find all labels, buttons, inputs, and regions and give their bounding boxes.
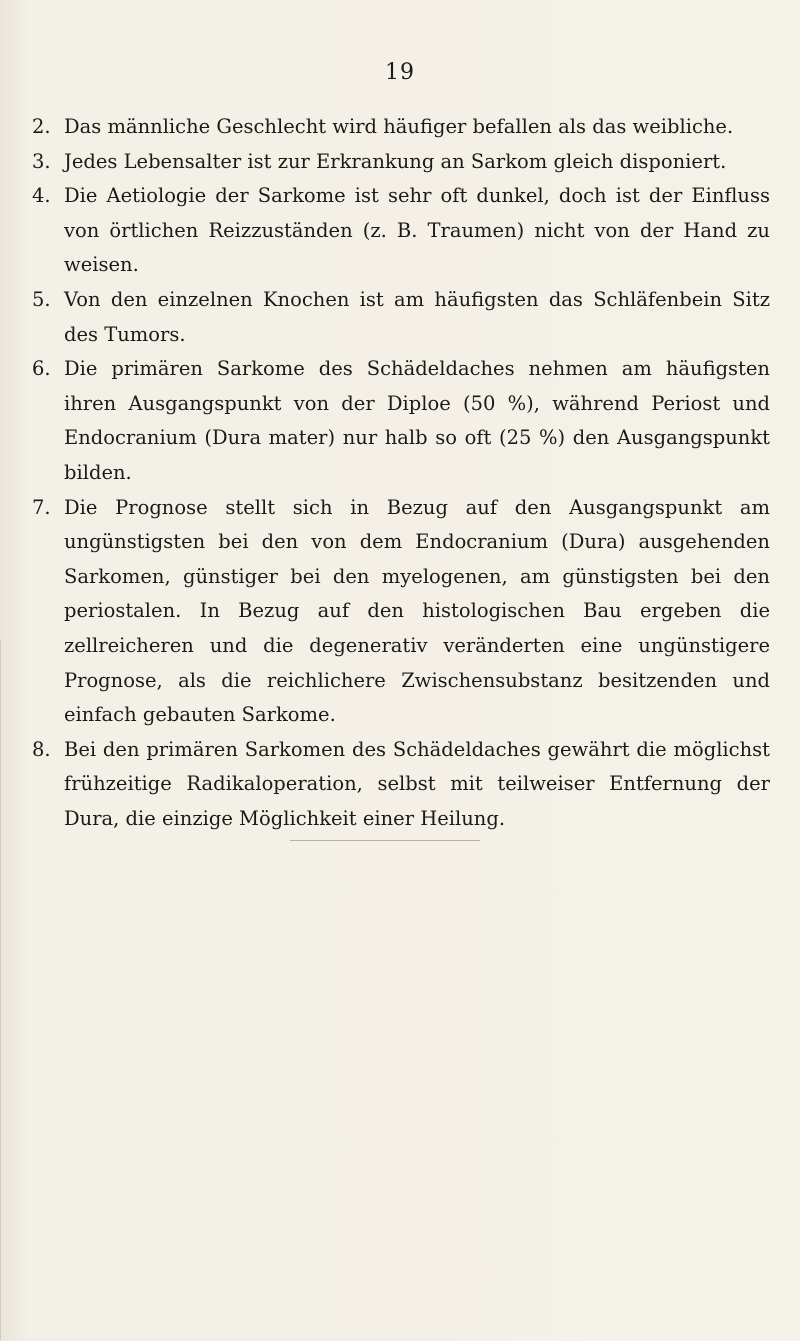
item-number: 3. [32,149,51,173]
item-number: 5. [32,287,51,311]
list-item [32,733,770,837]
item-number: 6. [32,357,51,381]
item-text: Das männliche Geschlecht wird häufiger befallen als das weibliche. [64,115,734,138]
item-text: Die Prognose stellt sich in Bezug auf den Ausgangspunkt am ungünstigsten bei den von dem Endocranium (Dura) ausgehenden Sarkomen, günstiger bei den myelogenen, am günstigsten bei den periostalen. In Bezug auf den histologischen Bau ergeben die zellreicheren und die degenerativ veränderten eine ungünstigere Prognose, als die reichlichere Zwischensubstanz besitzenden und einfach gebauten Sarkome. [64,495,770,727]
list-item [32,179,770,283]
page-number: 19 [385,60,415,85]
closing-rule [290,840,480,841]
item-text: Bei den primären Sarkomen des Schädeldaches gewährt die möglichst frühzeitige Radikaloperation, selbst mit teilweiser Entfernung der Dura, die einzige Möglichkeit einer Heilung. [64,737,770,830]
item-number: 4. [32,184,51,208]
list-item [32,110,770,145]
list-item [32,145,770,180]
item-text: Die primären Sarkome des Schädeldaches nehmen am häufigsten ihren Ausgangspunkt von der Diploe (50 %), während Periost und Endocranium (Dura mater) nur halb so oft (25 %) den Ausgangspunkt bilden. [64,357,770,484]
item-text: Jedes Lebensalter ist zur Erkrankung an Sarkom gleich disponiert. [64,149,727,173]
page-edge-shadow [0,640,7,1340]
item-number: 8. [32,737,51,761]
list-item [32,491,770,733]
item-text: Die Aetiologie der Sarkome ist sehr oft dunkel, doch ist der Einfluss von örtlichen Reizzuständen (z. B. Traumen) nicht von der Hand zu weisen. [64,184,770,277]
item-text: Von den einzelnen Knochen ist am häufigsten das Schläfenbein Sitz des Tumors. [64,287,770,346]
conclusion-list [32,110,770,836]
list-item [32,283,770,352]
item-number: 2. [32,115,51,138]
item-number: 7. [32,495,51,519]
list-item [32,352,770,490]
